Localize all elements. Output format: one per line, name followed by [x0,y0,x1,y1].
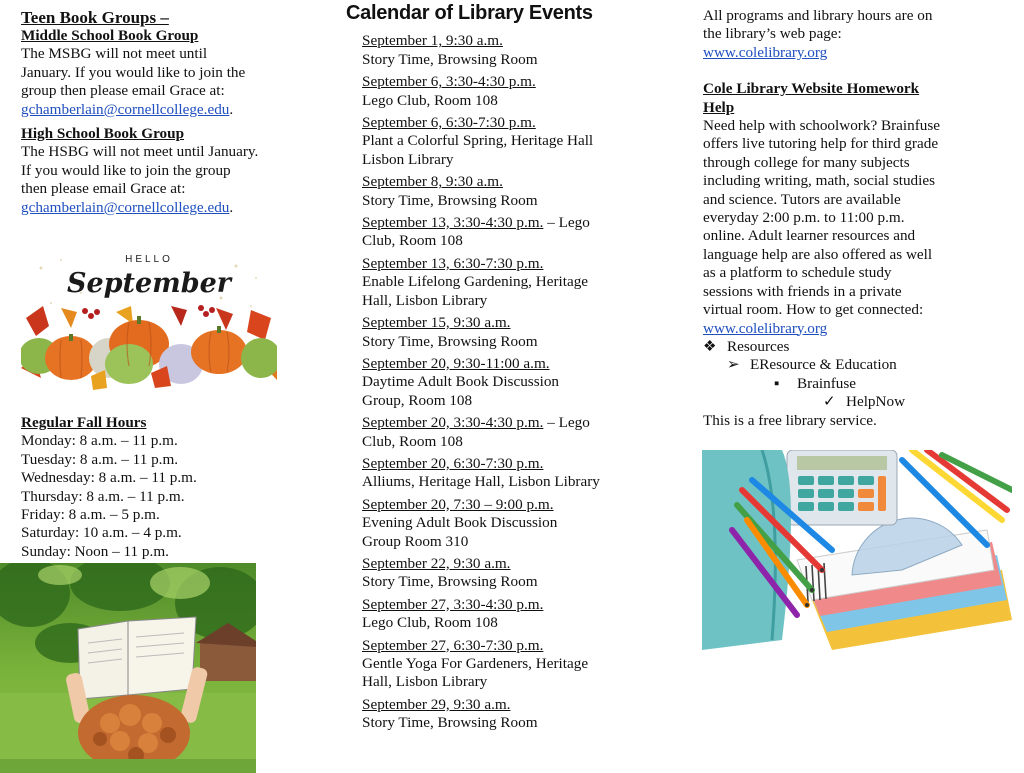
event-date: September 13, 3:30-4:30 p.m. [362,214,544,232]
event-date-row [362,32,646,50]
homework-line: online. Adult learner resources and [703,227,916,245]
event-detail-line: Story Time, Browsing Room [362,332,538,350]
event-item [362,173,646,210]
event-date: September 1, 9:30 a.m. [362,32,503,50]
event-detail-line: Lego Club, Room 108 [362,91,498,109]
event-date: September 27, 3:30-4:30 p.m. [362,595,544,613]
path-label: Brainfuse [797,374,857,392]
event-item [362,73,646,110]
checkmark-bullet-icon: ✓ [823,393,836,411]
event-detail-line: Plant a Colorful Spring, Heritage Hall [362,132,594,150]
hello-text: HELLO [125,254,173,265]
event-detail-line: Story Time, Browsing Room [362,573,538,591]
event-detail-line: Evening Adult Book Discussion [362,514,558,532]
event-date: September 6, 3:30-4:30 p.m. [362,73,536,91]
event-detail-line: Gentle Yoga For Gardeners, Heritage [362,655,589,672]
fall-hours-title: Regular Fall Hours [21,414,147,431]
event-date-row [362,496,646,514]
child-reading-photo [0,563,256,773]
event-date: September 20, 9:30-11:00 a.m. [362,354,550,372]
event-date-row [362,255,646,273]
hs-text-line: If you would like to join the group [21,161,231,179]
intro-line: All programs and library hours are on [703,7,933,24]
path-label: Resources [727,337,790,355]
ms-text-line: January. If you would like to join the [21,63,246,81]
event-detail-line: Group Room 310 [362,532,469,550]
ms-email-suffix: . [229,100,234,118]
event-date-row [362,173,646,191]
column-right [703,0,963,430]
hs-text-line: The HSBG will not meet until January. [21,143,259,161]
path-item-brainfuse [703,375,963,393]
path-label: EResource & Education [750,356,897,374]
event-item [362,637,646,692]
event-date-row [362,73,646,91]
event-item [362,596,646,633]
homework-line: through college for many subjects [703,153,910,171]
hours-row: Monday: 8 a.m. – 11 p.m. [21,432,178,450]
homework-title-line2: Help [703,98,735,116]
event-title-start: – Lego [543,414,590,432]
free-service-note: This is a free library service. [703,411,877,429]
intro-website-link[interactable]: www.colelibrary.org [703,43,828,61]
september-script-text: September [66,268,232,299]
hours-row: Friday: 8 a.m. – 5 p.m. [21,506,160,524]
ms-text-line: The MSBG will not meet until [21,45,208,63]
square-bullet-icon: ▪ [774,374,780,392]
ms-email-row [21,101,276,119]
hs-email-row [21,199,276,217]
event-date: September 13, 6:30-7:30 p.m. [362,254,544,272]
event-detail-line: Hall, Lisbon Library [362,673,488,691]
event-item [362,696,646,733]
homework-line: including writing, math, social studies [703,172,936,190]
event-item [362,32,646,69]
hs-email-link[interactable]: gchamberlain@cornellcollege.edu [21,198,230,216]
homework-line: everyday 2:00 p.m. to 11:00 p.m. [703,209,905,227]
event-date: September 15, 9:30 a.m. [362,314,511,332]
event-date-row [362,214,646,232]
event-date-row [362,696,646,714]
event-detail-line: Story Time, Browsing Room [362,191,538,209]
teen-groups-title: Teen Book Groups – [21,8,169,27]
homework-line: language help are also offered as well [703,245,933,263]
event-detail-line: Story Time, Browsing Room [362,50,538,68]
event-date: September 20, 3:30-4:30 p.m. [362,414,544,432]
event-date-row [362,314,646,332]
event-item [362,114,646,169]
hours-row: Thursday: 8 a.m. – 11 p.m. [21,487,185,505]
event-date-row [362,637,646,655]
event-date-row [362,596,646,614]
event-title-start: – Lego [543,214,590,232]
event-detail-line: Club, Room 108 [362,232,463,250]
event-item [362,214,646,251]
path-item-eresource [703,356,963,374]
calendar-title: Calendar of Library Events [346,2,593,24]
event-date-row [362,114,646,132]
event-date: September 22, 9:30 a.m. [362,554,511,572]
column-left [21,0,276,217]
hours-row: Saturday: 10 a.m. – 4 p.m. [21,524,182,542]
event-detail-line: Lisbon Library [362,150,454,168]
hours-row: Sunday: Noon – 11 p.m. [21,542,169,560]
event-date: September 20, 6:30-7:30 p.m. [362,454,544,472]
event-detail-line: Story Time, Browsing Room [362,714,538,732]
event-detail-line: Hall, Lisbon Library [362,291,488,309]
event-detail-line: Group, Room 108 [362,391,473,409]
event-detail-line: Club, Room 108 [362,432,463,450]
event-date: September 29, 9:30 a.m. [362,695,511,713]
hs-email-suffix: . [229,198,234,216]
intro-line: the library’s web page: [703,25,842,43]
event-item [362,455,646,492]
event-date: September 20, 7:30 – 9:00 p.m. [362,495,554,513]
event-detail-line: Alliums, Heritage Hall, Lisbon Library [362,473,600,491]
homework-line: as a platform to schedule study [703,264,892,282]
event-detail-line: Lego Club, Room 108 [362,614,498,632]
ms-group-title: Middle School Book Group [21,27,199,44]
event-item [362,255,646,310]
arrow-bullet-icon: ➢ [727,356,740,374]
fall-hours [21,414,276,561]
homework-line: sessions with friends in a private [703,282,902,300]
path-item-resources [703,338,963,356]
diamond-bullet-icon: ❖ [703,337,717,355]
event-item [362,555,646,592]
event-detail-line: Daytime Adult Book Discussion [362,373,560,391]
event-date-row [362,355,646,373]
event-item [362,314,646,351]
column-middle [346,0,646,737]
event-date-row [362,555,646,573]
event-date-row [362,455,646,473]
event-detail-line: Enable Lifelong Gardening, Heritage [362,273,589,291]
hs-text-line: then please email Grace at: [21,180,186,198]
path-label: HelpNow [846,393,906,411]
event-date-row [362,414,646,432]
homework-title: Cole Library Website Homework [703,80,920,98]
hello-september-image [21,248,277,390]
hs-group-title: High School Book Group [21,125,185,143]
event-item [362,496,646,551]
school-supplies-photo [702,450,1012,660]
path-item-helpnow [703,393,963,411]
events-list [346,32,646,732]
homework-website-link[interactable]: www.colelibrary.org [703,319,828,337]
hours-row: Wednesday: 8 a.m. – 11 p.m. [21,469,197,487]
ms-text-line: group then please email Grace at: [21,82,225,100]
homework-line: virtual room. How to get connected: [703,301,924,319]
homework-line: Need help with schoolwork? Brainfuse [703,117,941,135]
event-item [362,414,646,451]
ms-email-link[interactable]: gchamberlain@cornellcollege.edu [21,100,230,118]
hours-row: Tuesday: 8 a.m. – 11 p.m. [21,450,179,468]
homework-line: and science. Tutors are available [703,190,901,208]
event-date: September 6, 6:30-7:30 p.m. [362,114,536,132]
event-date: September 27, 6:30-7:30 p.m. [362,636,544,654]
event-item [362,355,646,410]
event-date: September 8, 9:30 a.m. [362,173,503,191]
homework-line: offers live tutoring help for third grade [703,135,939,153]
